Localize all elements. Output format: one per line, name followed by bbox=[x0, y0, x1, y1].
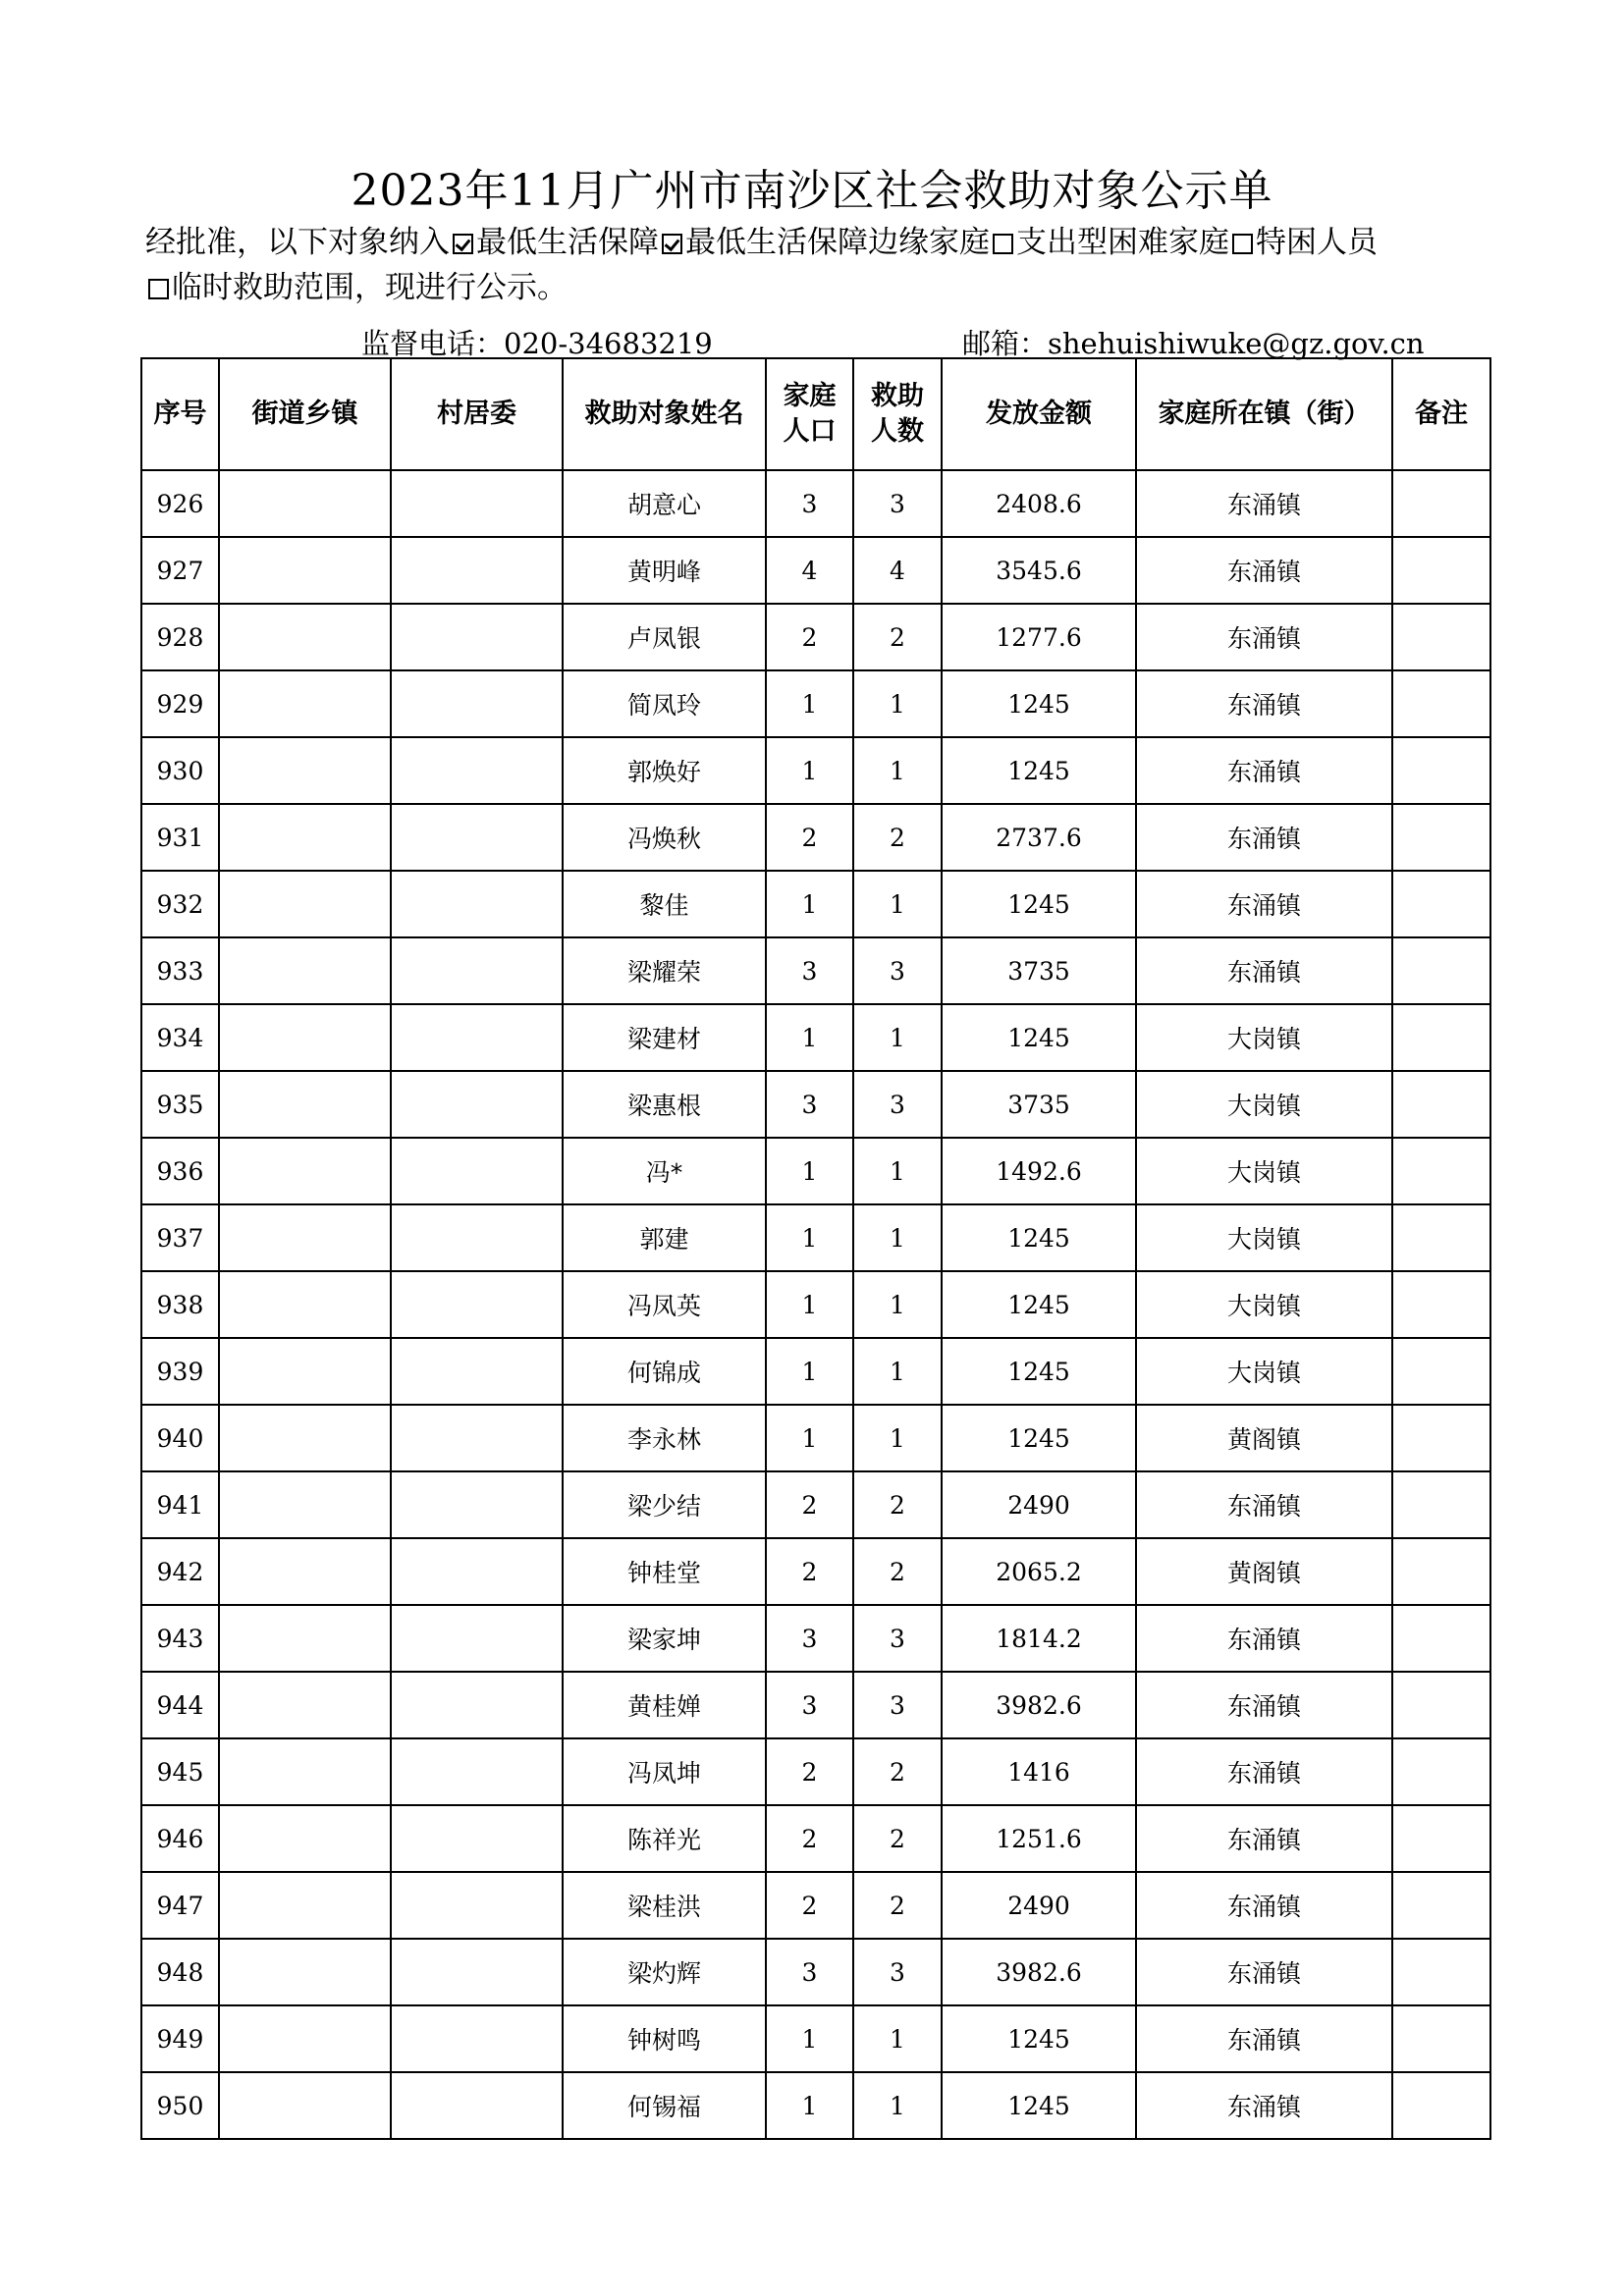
assistance-roster-table bbox=[140, 357, 1491, 2140]
cell-home-town: 东涌镇 bbox=[1136, 470, 1392, 537]
cell-amount: 3735 bbox=[942, 937, 1136, 1004]
cell-remarks bbox=[1392, 1471, 1490, 1538]
cell-amount: 1245 bbox=[942, 2072, 1136, 2139]
table-row bbox=[141, 804, 1490, 871]
cell-recipient-name: 梁惠根 bbox=[563, 1071, 766, 1138]
cell-aided-count: 1 bbox=[853, 1138, 942, 1204]
cell-serial-number: 946 bbox=[141, 1805, 219, 1872]
cell-remarks bbox=[1392, 604, 1490, 670]
cell-village-committee bbox=[391, 1004, 563, 1071]
cell-serial-number: 945 bbox=[141, 1738, 219, 1805]
cell-remarks bbox=[1392, 1138, 1490, 1204]
table-row bbox=[141, 1672, 1490, 1738]
cell-amount: 2065.2 bbox=[942, 1538, 1136, 1605]
cell-street-township bbox=[219, 2005, 391, 2072]
cell-aided-count: 1 bbox=[853, 670, 942, 737]
cell-recipient-name: 黄桂婵 bbox=[563, 1672, 766, 1738]
header-recipient-name: 救助对象姓名 bbox=[563, 358, 766, 470]
cell-recipient-name: 冯* bbox=[563, 1138, 766, 1204]
cell-village-committee bbox=[391, 1204, 563, 1271]
cell-serial-number: 935 bbox=[141, 1071, 219, 1138]
cell-recipient-name: 梁耀荣 bbox=[563, 937, 766, 1004]
option-label-temporary-assistance: 临时救助范围，现进行公示。 bbox=[172, 270, 568, 305]
cell-aided-count: 1 bbox=[853, 737, 942, 804]
cell-amount: 1245 bbox=[942, 1204, 1136, 1271]
cell-serial-number: 929 bbox=[141, 670, 219, 737]
page-title: 2023年11月广州市南沙区社会救助对象公示单 bbox=[351, 166, 1273, 216]
cell-aided-count: 3 bbox=[853, 1605, 942, 1672]
cell-family-size: 1 bbox=[766, 871, 853, 937]
cell-recipient-name: 冯焕秋 bbox=[563, 804, 766, 871]
cell-amount: 1245 bbox=[942, 1338, 1136, 1405]
cell-remarks bbox=[1392, 1338, 1490, 1405]
cell-serial-number: 943 bbox=[141, 1605, 219, 1672]
cell-home-town: 大岗镇 bbox=[1136, 1004, 1392, 1071]
cell-street-township bbox=[219, 2072, 391, 2139]
cell-amount: 1814.2 bbox=[942, 1605, 1136, 1672]
cell-recipient-name: 郭焕好 bbox=[563, 737, 766, 804]
cell-village-committee bbox=[391, 804, 563, 871]
cell-serial-number: 930 bbox=[141, 737, 219, 804]
cell-serial-number: 940 bbox=[141, 1405, 219, 1471]
cell-home-town: 东涌镇 bbox=[1136, 737, 1392, 804]
cell-serial-number: 937 bbox=[141, 1204, 219, 1271]
header-street-township: 街道乡镇 bbox=[219, 358, 391, 470]
table-header-row bbox=[141, 358, 1490, 470]
cell-amount: 1245 bbox=[942, 670, 1136, 737]
cell-street-township bbox=[219, 470, 391, 537]
cell-street-township bbox=[219, 1004, 391, 1071]
cell-family-size: 3 bbox=[766, 1071, 853, 1138]
table-row bbox=[141, 1004, 1490, 1071]
cell-village-committee bbox=[391, 670, 563, 737]
cell-street-township bbox=[219, 1939, 391, 2005]
cell-village-committee bbox=[391, 1338, 563, 1405]
cell-street-township bbox=[219, 1805, 391, 1872]
cell-home-town: 东涌镇 bbox=[1136, 871, 1392, 937]
header-village-committee: 村居委 bbox=[391, 358, 563, 470]
cell-serial-number: 944 bbox=[141, 1672, 219, 1738]
cell-home-town: 东涌镇 bbox=[1136, 1738, 1392, 1805]
cell-remarks bbox=[1392, 1538, 1490, 1605]
cell-recipient-name: 冯凤英 bbox=[563, 1271, 766, 1338]
cell-remarks bbox=[1392, 2072, 1490, 2139]
table-row bbox=[141, 1939, 1490, 2005]
checkbox-icon bbox=[1232, 234, 1253, 254]
cell-amount: 1245 bbox=[942, 1271, 1136, 1338]
header-remarks: 备注 bbox=[1392, 358, 1490, 470]
cell-aided-count: 1 bbox=[853, 2005, 942, 2072]
option-label-expenditure-hardship: 支出型困难家庭 bbox=[1016, 225, 1229, 260]
cell-serial-number: 933 bbox=[141, 937, 219, 1004]
cell-amount: 1492.6 bbox=[942, 1138, 1136, 1204]
cell-home-town: 大岗镇 bbox=[1136, 1338, 1392, 1405]
supervision-phone: 监督电话：020-34683219 bbox=[361, 327, 713, 360]
cell-remarks bbox=[1392, 871, 1490, 937]
cell-aided-count: 1 bbox=[853, 1338, 942, 1405]
cell-family-size: 2 bbox=[766, 1805, 853, 1872]
cell-street-township bbox=[219, 1271, 391, 1338]
table-row bbox=[141, 871, 1490, 937]
cell-aided-count: 3 bbox=[853, 1672, 942, 1738]
cell-amount: 2408.6 bbox=[942, 470, 1136, 537]
cell-remarks bbox=[1392, 670, 1490, 737]
cell-street-township bbox=[219, 1138, 391, 1204]
cell-family-size: 3 bbox=[766, 470, 853, 537]
cell-aided-count: 1 bbox=[853, 871, 942, 937]
cell-recipient-name: 梁桂洪 bbox=[563, 1872, 766, 1939]
table-row bbox=[141, 670, 1490, 737]
cell-street-township bbox=[219, 937, 391, 1004]
header-family-size: 家庭人口 bbox=[766, 358, 853, 470]
header-aided-count: 救助人数 bbox=[853, 358, 942, 470]
cell-street-township bbox=[219, 1204, 391, 1271]
cell-family-size: 3 bbox=[766, 1939, 853, 2005]
cell-street-township bbox=[219, 1405, 391, 1471]
cell-amount: 1245 bbox=[942, 737, 1136, 804]
table-row bbox=[141, 1538, 1490, 1605]
cell-family-size: 2 bbox=[766, 604, 853, 670]
cell-recipient-name: 何锦成 bbox=[563, 1338, 766, 1405]
cell-serial-number: 948 bbox=[141, 1939, 219, 2005]
cell-home-town: 东涌镇 bbox=[1136, 1672, 1392, 1738]
cell-remarks bbox=[1392, 1672, 1490, 1738]
cell-amount: 1416 bbox=[942, 1738, 1136, 1805]
checkbox-icon bbox=[662, 234, 682, 254]
cell-remarks bbox=[1392, 1805, 1490, 1872]
cell-village-committee bbox=[391, 1405, 563, 1471]
header-serial-number: 序号 bbox=[141, 358, 219, 470]
cell-recipient-name: 黎佳 bbox=[563, 871, 766, 937]
cell-village-committee bbox=[391, 2072, 563, 2139]
cell-amount: 1245 bbox=[942, 871, 1136, 937]
cell-serial-number: 928 bbox=[141, 604, 219, 670]
cell-recipient-name: 何锡福 bbox=[563, 2072, 766, 2139]
cell-family-size: 3 bbox=[766, 937, 853, 1004]
table-row bbox=[141, 1605, 1490, 1672]
checkbox-icon bbox=[993, 234, 1013, 254]
cell-family-size: 1 bbox=[766, 2005, 853, 2072]
cell-village-committee bbox=[391, 1538, 563, 1605]
cell-remarks bbox=[1392, 1204, 1490, 1271]
cell-serial-number: 949 bbox=[141, 2005, 219, 2072]
header-amount: 发放金额 bbox=[942, 358, 1136, 470]
cell-remarks bbox=[1392, 537, 1490, 604]
cell-amount: 1277.6 bbox=[942, 604, 1136, 670]
cell-street-township bbox=[219, 1338, 391, 1405]
cell-remarks bbox=[1392, 1738, 1490, 1805]
cell-aided-count: 2 bbox=[853, 1805, 942, 1872]
cell-amount: 1251.6 bbox=[942, 1805, 1136, 1872]
cell-amount: 2737.6 bbox=[942, 804, 1136, 871]
cell-aided-count: 3 bbox=[853, 1939, 942, 2005]
cell-home-town: 东涌镇 bbox=[1136, 1605, 1392, 1672]
cell-recipient-name: 梁灼辉 bbox=[563, 1939, 766, 2005]
cell-aided-count: 2 bbox=[853, 1538, 942, 1605]
cell-family-size: 1 bbox=[766, 1338, 853, 1405]
intro-prefix: 经批准，以下对象纳入 bbox=[145, 225, 450, 260]
cell-village-committee bbox=[391, 470, 563, 537]
table-row bbox=[141, 1471, 1490, 1538]
cell-remarks bbox=[1392, 1271, 1490, 1338]
cell-serial-number: 926 bbox=[141, 470, 219, 537]
cell-family-size: 1 bbox=[766, 670, 853, 737]
cell-village-committee bbox=[391, 737, 563, 804]
cell-serial-number: 947 bbox=[141, 1872, 219, 1939]
option-label-minimum-living: 最低生活保障 bbox=[476, 225, 659, 260]
table-row bbox=[141, 1271, 1490, 1338]
cell-recipient-name: 黄明峰 bbox=[563, 537, 766, 604]
cell-serial-number: 938 bbox=[141, 1271, 219, 1338]
cell-home-town: 东涌镇 bbox=[1136, 1805, 1392, 1872]
cell-street-township bbox=[219, 1672, 391, 1738]
cell-village-committee bbox=[391, 604, 563, 670]
cell-home-town: 东涌镇 bbox=[1136, 937, 1392, 1004]
option-label-marginal-family: 最低生活保障边缘家庭 bbox=[685, 225, 990, 260]
table-row bbox=[141, 470, 1490, 537]
cell-street-township bbox=[219, 1605, 391, 1672]
cell-aided-count: 1 bbox=[853, 1271, 942, 1338]
cell-family-size: 2 bbox=[766, 1538, 853, 1605]
cell-home-town: 东涌镇 bbox=[1136, 1939, 1392, 2005]
cell-recipient-name: 卢凤银 bbox=[563, 604, 766, 670]
cell-recipient-name: 李永林 bbox=[563, 1405, 766, 1471]
cell-street-township bbox=[219, 1738, 391, 1805]
cell-family-size: 1 bbox=[766, 1405, 853, 1471]
cell-remarks bbox=[1392, 804, 1490, 871]
cell-village-committee bbox=[391, 1805, 563, 1872]
cell-aided-count: 1 bbox=[853, 1204, 942, 1271]
cell-home-town: 东涌镇 bbox=[1136, 1872, 1392, 1939]
cell-remarks bbox=[1392, 1071, 1490, 1138]
cell-aided-count: 1 bbox=[853, 1405, 942, 1471]
cell-street-township bbox=[219, 804, 391, 871]
cell-village-committee bbox=[391, 1939, 563, 2005]
cell-recipient-name: 钟桂堂 bbox=[563, 1538, 766, 1605]
cell-street-township bbox=[219, 737, 391, 804]
intro-statement bbox=[145, 220, 1500, 310]
table-row bbox=[141, 1138, 1490, 1204]
cell-serial-number: 942 bbox=[141, 1538, 219, 1605]
cell-serial-number: 932 bbox=[141, 871, 219, 937]
cell-family-size: 1 bbox=[766, 737, 853, 804]
cell-remarks bbox=[1392, 937, 1490, 1004]
cell-family-size: 1 bbox=[766, 1204, 853, 1271]
table-row bbox=[141, 737, 1490, 804]
checkbox-icon bbox=[148, 279, 169, 299]
cell-family-size: 2 bbox=[766, 1738, 853, 1805]
cell-village-committee bbox=[391, 1605, 563, 1672]
cell-recipient-name: 梁建材 bbox=[563, 1004, 766, 1071]
cell-street-township bbox=[219, 871, 391, 937]
cell-aided-count: 2 bbox=[853, 1872, 942, 1939]
cell-village-committee bbox=[391, 1872, 563, 1939]
table-row bbox=[141, 1338, 1490, 1405]
cell-family-size: 1 bbox=[766, 1004, 853, 1071]
cell-amount: 1245 bbox=[942, 1004, 1136, 1071]
cell-remarks bbox=[1392, 737, 1490, 804]
cell-remarks bbox=[1392, 1939, 1490, 2005]
cell-recipient-name: 陈祥光 bbox=[563, 1805, 766, 1872]
cell-aided-count: 2 bbox=[853, 1738, 942, 1805]
cell-home-town: 东涌镇 bbox=[1136, 604, 1392, 670]
option-label-extreme-poverty: 特困人员 bbox=[1256, 225, 1378, 260]
table-row bbox=[141, 1738, 1490, 1805]
cell-village-committee bbox=[391, 537, 563, 604]
cell-remarks bbox=[1392, 2005, 1490, 2072]
cell-remarks bbox=[1392, 470, 1490, 537]
cell-street-township bbox=[219, 1471, 391, 1538]
cell-village-committee bbox=[391, 937, 563, 1004]
cell-street-township bbox=[219, 537, 391, 604]
cell-serial-number: 936 bbox=[141, 1138, 219, 1204]
cell-serial-number: 934 bbox=[141, 1004, 219, 1071]
cell-amount: 2490 bbox=[942, 1872, 1136, 1939]
cell-village-committee bbox=[391, 1471, 563, 1538]
table-row bbox=[141, 1872, 1490, 1939]
cell-family-size: 3 bbox=[766, 1672, 853, 1738]
cell-recipient-name: 胡意心 bbox=[563, 470, 766, 537]
contact-email: 邮箱：shehuishiwuke@gz.gov.cn bbox=[962, 327, 1425, 360]
cell-street-township bbox=[219, 670, 391, 737]
cell-amount: 3982.6 bbox=[942, 1672, 1136, 1738]
cell-street-township bbox=[219, 604, 391, 670]
table-row bbox=[141, 2072, 1490, 2139]
cell-home-town: 大岗镇 bbox=[1136, 1071, 1392, 1138]
cell-home-town: 东涌镇 bbox=[1136, 537, 1392, 604]
table-row bbox=[141, 937, 1490, 1004]
cell-aided-count: 1 bbox=[853, 1004, 942, 1071]
cell-aided-count: 3 bbox=[853, 1071, 942, 1138]
cell-family-size: 2 bbox=[766, 804, 853, 871]
table-row bbox=[141, 1805, 1490, 1872]
cell-recipient-name: 钟树鸣 bbox=[563, 2005, 766, 2072]
cell-family-size: 2 bbox=[766, 1872, 853, 1939]
cell-remarks bbox=[1392, 1605, 1490, 1672]
cell-family-size: 3 bbox=[766, 1605, 853, 1672]
cell-home-town: 黄阁镇 bbox=[1136, 1405, 1392, 1471]
cell-family-size: 2 bbox=[766, 1471, 853, 1538]
cell-amount: 1245 bbox=[942, 1405, 1136, 1471]
cell-aided-count: 2 bbox=[853, 1471, 942, 1538]
cell-amount: 3982.6 bbox=[942, 1939, 1136, 2005]
cell-family-size: 1 bbox=[766, 2072, 853, 2139]
cell-village-committee bbox=[391, 1071, 563, 1138]
cell-village-committee bbox=[391, 1138, 563, 1204]
cell-street-township bbox=[219, 1538, 391, 1605]
cell-recipient-name: 郭建 bbox=[563, 1204, 766, 1271]
cell-village-committee bbox=[391, 1271, 563, 1338]
cell-village-committee bbox=[391, 2005, 563, 2072]
cell-remarks bbox=[1392, 1004, 1490, 1071]
cell-home-town: 大岗镇 bbox=[1136, 1204, 1392, 1271]
cell-serial-number: 927 bbox=[141, 537, 219, 604]
cell-remarks bbox=[1392, 1872, 1490, 1939]
cell-serial-number: 950 bbox=[141, 2072, 219, 2139]
cell-home-town: 黄阁镇 bbox=[1136, 1538, 1392, 1605]
cell-serial-number: 939 bbox=[141, 1338, 219, 1405]
checkbox-icon bbox=[453, 234, 473, 254]
cell-aided-count: 2 bbox=[853, 604, 942, 670]
cell-family-size: 1 bbox=[766, 1138, 853, 1204]
cell-home-town: 东涌镇 bbox=[1136, 670, 1392, 737]
cell-serial-number: 941 bbox=[141, 1471, 219, 1538]
cell-amount: 1245 bbox=[942, 2005, 1136, 2072]
cell-amount: 3735 bbox=[942, 1071, 1136, 1138]
table-row bbox=[141, 1204, 1490, 1271]
cell-serial-number: 931 bbox=[141, 804, 219, 871]
table-row bbox=[141, 1071, 1490, 1138]
cell-village-committee bbox=[391, 871, 563, 937]
cell-village-committee bbox=[391, 1738, 563, 1805]
cell-family-size: 4 bbox=[766, 537, 853, 604]
cell-street-township bbox=[219, 1071, 391, 1138]
cell-recipient-name: 冯凤坤 bbox=[563, 1738, 766, 1805]
cell-aided-count: 3 bbox=[853, 470, 942, 537]
table-row bbox=[141, 1405, 1490, 1471]
cell-recipient-name: 简凤玲 bbox=[563, 670, 766, 737]
cell-village-committee bbox=[391, 1672, 563, 1738]
header-home-town: 家庭所在镇（街） bbox=[1136, 358, 1392, 470]
cell-street-township bbox=[219, 1872, 391, 1939]
cell-recipient-name: 梁少结 bbox=[563, 1471, 766, 1538]
cell-aided-count: 3 bbox=[853, 937, 942, 1004]
cell-recipient-name: 梁家坤 bbox=[563, 1605, 766, 1672]
cell-home-town: 东涌镇 bbox=[1136, 1471, 1392, 1538]
cell-amount: 3545.6 bbox=[942, 537, 1136, 604]
cell-home-town: 东涌镇 bbox=[1136, 2005, 1392, 2072]
cell-aided-count: 4 bbox=[853, 537, 942, 604]
cell-aided-count: 2 bbox=[853, 804, 942, 871]
cell-home-town: 东涌镇 bbox=[1136, 804, 1392, 871]
cell-amount: 2490 bbox=[942, 1471, 1136, 1538]
cell-home-town: 大岗镇 bbox=[1136, 1271, 1392, 1338]
table-row bbox=[141, 537, 1490, 604]
table-row bbox=[141, 604, 1490, 670]
cell-remarks bbox=[1392, 1405, 1490, 1471]
cell-family-size: 1 bbox=[766, 1271, 853, 1338]
cell-home-town: 大岗镇 bbox=[1136, 1138, 1392, 1204]
cell-home-town: 东涌镇 bbox=[1136, 2072, 1392, 2139]
table-row bbox=[141, 2005, 1490, 2072]
cell-aided-count: 1 bbox=[853, 2072, 942, 2139]
